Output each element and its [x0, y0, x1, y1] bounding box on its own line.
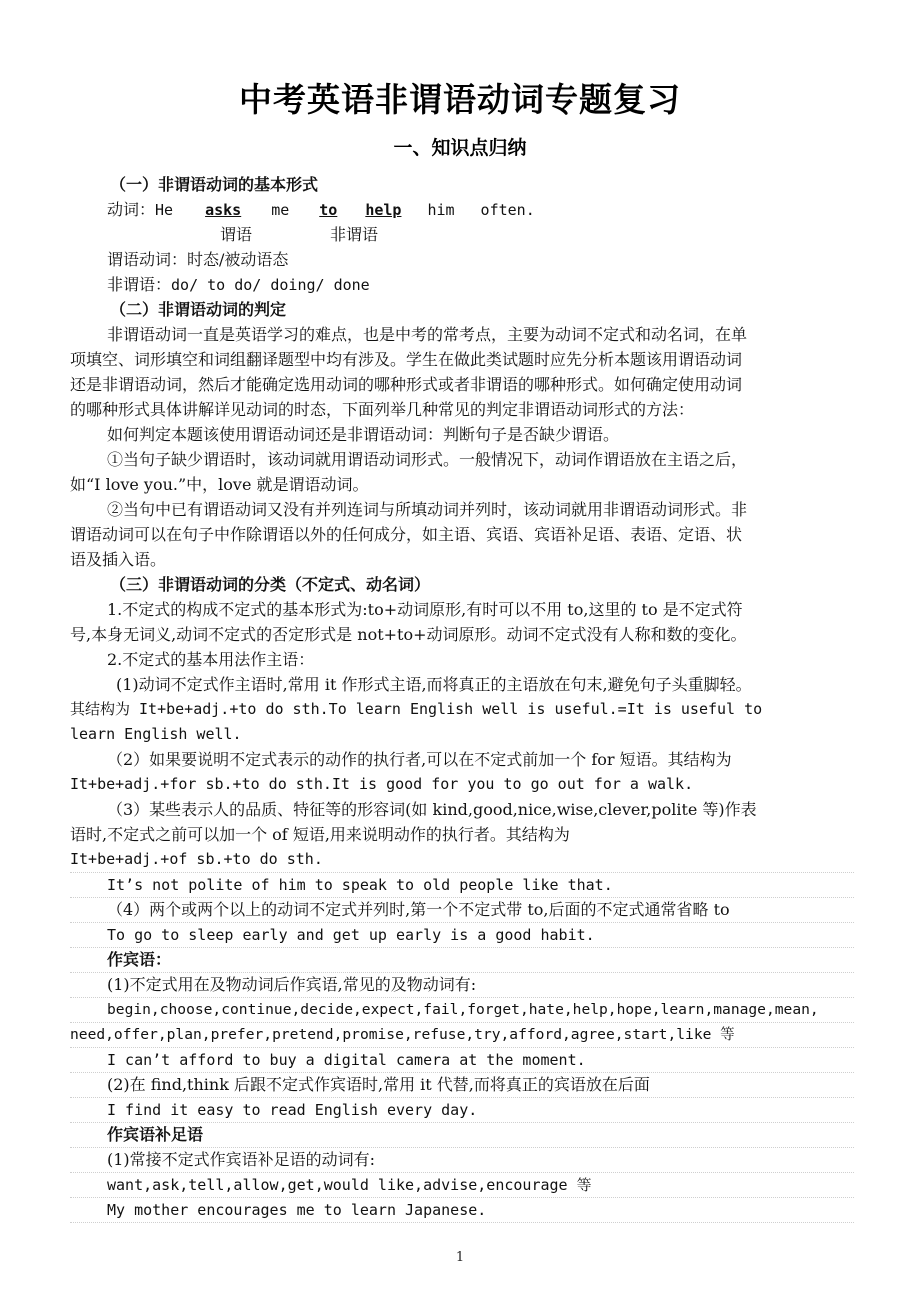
- example-line: [70, 1047, 854, 1073]
- paragraph-line: 非谓语动词一直是英语学习的难点，也是中考的常考点，主要为动词不定式和动名词，在单: [107, 325, 748, 344]
- paragraph-line: 语及插入语。: [70, 550, 167, 569]
- example-prefix: 动词：: [107, 200, 156, 219]
- verb-list-text: begin,choose,continue,decide,expect,fail,forget,hate,help,hope,learn,manage,mean,: [107, 1001, 819, 1018]
- heading-classification: [110, 572, 894, 597]
- paragraph-text: (1)不定式用在及物动词后作宾语,常见的及物动词有:: [107, 975, 477, 994]
- paragraph-line: (1)动词不定式作主语时,常用 it 作形式主语,而将真正的主语放在句末,避免句子头重脚轻。: [116, 675, 752, 694]
- verb-list-line: [70, 997, 854, 1023]
- heading-judgement: [110, 297, 894, 322]
- example-line: [70, 1097, 854, 1123]
- paragraph-line: It+be+adj.+of sb.+to do sth.: [70, 847, 854, 873]
- word-asks: asks: [205, 201, 242, 219]
- paragraph-line: [70, 897, 854, 923]
- word-to: to: [319, 201, 338, 219]
- verb-list-line: need,offer,plan,prefer,pretend,promise,refuse,try,afford,agree,start,like 等: [70, 1022, 854, 1048]
- paragraph-line: 语时,不定式之前可以加一个 of 短语,用来说明动作的执行者。其结构为: [70, 825, 570, 844]
- paragraph-line: 1.不定式的构成不定式的基本形式为:to+动词原形,有时可以不用 to,这里的 to 是不定式符: [107, 600, 743, 619]
- example-text: I find it easy to read English every day.: [107, 1101, 478, 1119]
- heading-text: 作宾语：: [107, 950, 172, 969]
- label-nonpredicate: 非谓语: [330, 225, 379, 244]
- example-text: To go to sleep early and get up early is a good habit.: [107, 926, 595, 944]
- predicate-definition: 谓语动词：时态/被动语态: [107, 250, 289, 269]
- example-text: My mother encourages me to learn Japanese.: [107, 1201, 487, 1219]
- nonpredicate-forms: do/ to do/ doing/ done: [171, 276, 370, 294]
- paragraph-line: 项填空、词形填空和词组翻译题型中均有涉及。学生在做此类试题时应先分析本题该用谓语动词: [70, 350, 743, 369]
- section-title: 一、知识点归纳: [393, 137, 527, 159]
- paragraph-line: 的哪种形式具体讲解详见动词的时态，下面列举几种常见的判定非谓语动词形式的方法：: [70, 400, 695, 419]
- heading-text: 作宾语补足语: [107, 1125, 204, 1144]
- word-often: often.: [480, 201, 535, 219]
- paragraph-line: [70, 1072, 854, 1098]
- paragraph-line: 还是非谓语动词，然后才能确定选用动词的哪种形式或者非谓语的哪种形式。如何确定使用动词: [70, 375, 743, 394]
- nonpredicate-prefix: 非谓语：: [107, 275, 172, 294]
- example-line: [70, 872, 854, 898]
- paragraph-line: ②当句中已有谓语动词又没有并列连词与所填动词并列时，该动词就用非谓语动词形式。非: [107, 500, 748, 519]
- heading-text: （一）非谓语动词的基本形式: [110, 175, 319, 194]
- heading-text: （三）非谓语动词的分类（不定式、动名词）: [110, 575, 431, 594]
- paragraph-line: 如何判定本题该使用谓语动词还是非谓语动词：判断句子是否缺少谓语。: [107, 425, 620, 444]
- word-he: He: [155, 201, 174, 219]
- word-him: him: [427, 201, 455, 219]
- example-text: It’s not polite of him to speak to old people like that.: [107, 876, 613, 894]
- paragraph-line: [70, 1147, 854, 1173]
- page-title: 中考英语非谓语动词专题复习: [239, 80, 681, 119]
- nonpredicate-definition: [107, 272, 854, 297]
- word-help: help: [365, 201, 402, 219]
- paragraph-line: （2）如果要说明不定式表示的动作的执行者,可以在不定式前加一个 for 短语。其结构为: [107, 750, 732, 769]
- paragraph-line: 号,本身无词义,动词不定式的否定形式是 not+to+动词原形。动词不定式没有人称和数的变化。: [70, 625, 747, 644]
- heading-basic-forms: [110, 172, 894, 197]
- paragraph-line: 2.不定式的基本用法作主语：: [107, 650, 315, 669]
- heading-text: （二）非谓语动词的判定: [110, 300, 287, 319]
- paragraph-line: learn English well.: [70, 725, 242, 743]
- paragraph-line: （3）某些表示人的品质、特征等的形容词(如 kind,good,nice,wise,clever,polite 等)作表: [107, 800, 757, 819]
- heading-object: [70, 947, 854, 973]
- page-number: 1: [455, 1250, 465, 1265]
- example-text: I can’t afford to buy a digital camera at the moment.: [107, 1051, 586, 1069]
- paragraph-text: (2)在 find,think 后跟不定式作宾语时,常用 it 代替,而将真正的宾语放在后面: [107, 1075, 650, 1094]
- example-sentence: [107, 197, 891, 222]
- word-me: me: [271, 201, 290, 219]
- example-line: [70, 1197, 854, 1223]
- paragraph-text: (1)常接不定式作宾语补足语的动词有:: [107, 1150, 376, 1169]
- example-labels: [220, 222, 920, 247]
- verb-list-text: want,ask,tell,allow,get,would like,advise,encourage 等: [107, 1176, 592, 1194]
- paragraph-line: It+be+adj.+for sb.+to do sth.It is good for you to go out for a walk.: [70, 775, 694, 793]
- example-line: [70, 922, 854, 948]
- paragraph-line: ①当句子缺少谓语时，该动词就用谓语动词形式。一般情况下，动词作谓语放在主语之后，: [107, 450, 748, 469]
- paragraph-line: 其结构为 It+be+adj.+to do sth.To learn English well is useful.=It is useful to: [70, 700, 763, 718]
- paragraph-text: （4）两个或两个以上的动词不定式并列时,第一个不定式带 to,后面的不定式通常省略 to: [107, 900, 730, 919]
- paragraph-line: 如“I love you.”中，love 就是谓语动词。: [70, 475, 369, 494]
- heading-object-complement: [70, 1122, 854, 1148]
- paragraph-line: [70, 972, 854, 998]
- verb-list-line: [70, 1172, 854, 1198]
- label-predicate: 谓语: [220, 225, 253, 244]
- paragraph-line: 谓语动词可以在句子中作除谓语以外的任何成分，如主语、宾语、宾语补足语、表语、定语、状: [70, 525, 743, 544]
